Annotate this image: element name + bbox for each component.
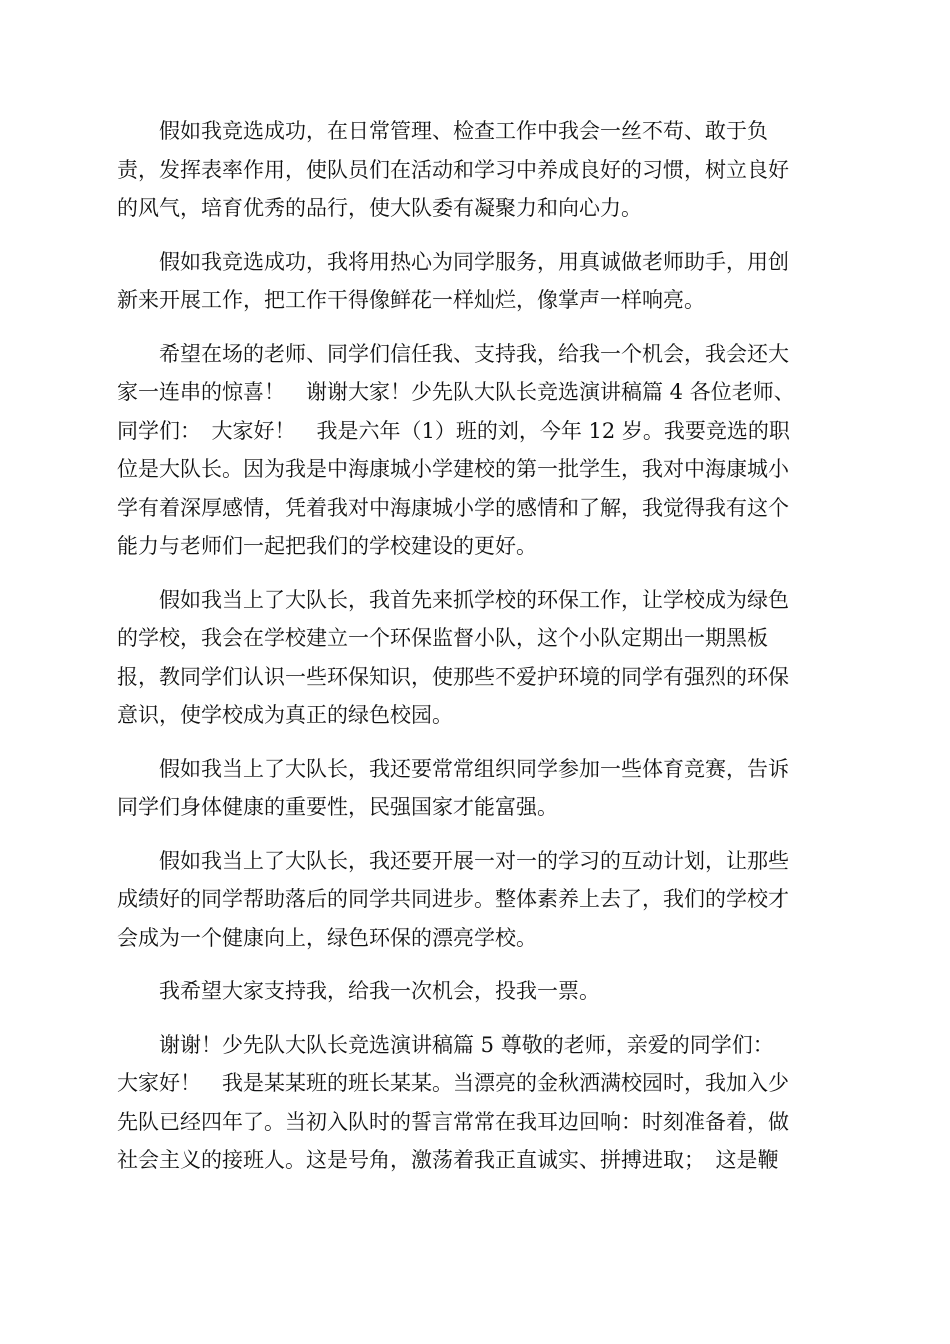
paragraph-8: 谢谢！少先队大队长竞选演讲稿篇 5 尊敬的老师，亲爱的同学们： 大家好！ 我是某某班的班长某某。当漂亮的金秋洒满校园时，我加入少 先队已经四年了。当初入队时的誓言常常在我耳边回响：时刻准备着，做 社会主义的接班人。这是号角，激荡着我正直诚实、拼搏进取； 这是鞭 (117, 1032, 789, 1172)
paragraph-4: 假如我当上了大队长，我首先来抓学校的环保工作，让学校成为绿色 的学校，我会在学校建立一个环保监督小队，这个小队定期出一期黑板 报，教同学们认识一些环保知识，使那些不爱护环境的同学有强烈的环保 意识，使学校成为真正的绿色校园。 (117, 587, 789, 727)
paragraph-3: 希望在场的老师、同学们信任我、支持我，给我一个机会，我会还大 家一连串的惊喜！ 谢谢大家！少先队大队长竞选演讲稿篇 4 各位老师、 同学们： 大家好！ 我是六年（1）班的刘，今年 12 岁。我要竞选的职 位是大队长。因为我是中海康城小学建校的第一批学生，我对中海康城小 学有着深厚感情，凭着我对中海康城小学的感情和了解，我觉得我有这个 能力与老师们一起把我们的学校建设的更好。 (117, 341, 795, 558)
paragraph-6: 假如我当上了大队长，我还要开展一对一的学习的互动计划，让那些 成绩好的同学帮助落后的同学共同进步。整体素养上去了，我们的学校才 会成为一个健康向上，绿色环保的漂亮学校。 (117, 848, 789, 950)
document-body (117, 112, 833, 1195)
paragraph-7: 我希望大家支持我，给我一次机会，投我一票。 (117, 979, 600, 1003)
paragraph-5: 假如我当上了大队长，我还要常常组织同学参加一些体育竞赛，告诉 同学们身体健康的重要性，民强国家才能富强。 (117, 756, 789, 819)
paragraph-2: 假如我竞选成功，我将用热心为同学服务，用真诚做老师助手，用创 新来开展工作，把工作干得像鲜花一样灿烂，像掌声一样响亮。 (117, 249, 789, 312)
paragraph-1: 假如我竞选成功，在日常管理、检查工作中我会一丝不苟、敢于负 责，发挥表率作用，使队员们在活动和学习中养成良好的习惯，树立良好 的风气，培育优秀的品行，使大队委有凝聚力和向心力。 (117, 119, 789, 220)
